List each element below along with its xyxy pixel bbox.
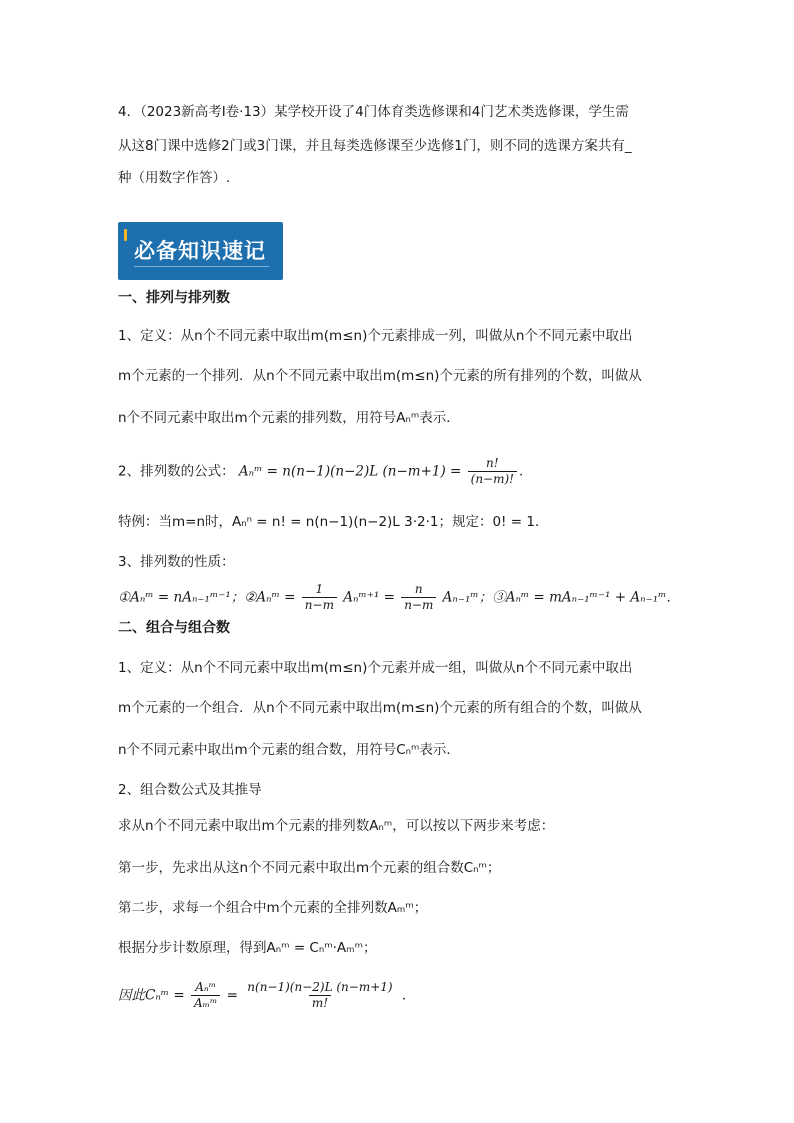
s2-step-1: 第一步，先求出从这n个不同元素中取出m个元素的组合数Cₙᵐ； [118, 860, 501, 876]
section1-heading: 一、排列与排列数 [118, 290, 230, 306]
special-case: 特例：当m=n时，Aₙⁿ = n! = n(n−1)(n−2)L 3·2·1；规定：0! = 1． [118, 514, 549, 530]
banner-accent-mark [124, 229, 127, 241]
property-2-mid: Aₙᵐ⁺¹ = [343, 589, 395, 606]
combination-fraction-1-den: Aₘᵐ [191, 995, 220, 1011]
section-banner [118, 222, 283, 280]
property-fraction-2-den: n−m [401, 597, 436, 613]
formula-label: 2、排列数的公式： [118, 463, 235, 480]
s2-def-line-1: 1、定义：从n个不同元素中取出m(m≤n)个元素并成一组，叫做从n个不同元素中取出 [118, 660, 633, 676]
property-fraction-1-num: 1 [315, 582, 324, 596]
property-fraction-2 [401, 582, 436, 613]
property-3: Aₙ₋₁ᵐ；③Aₙᵐ = mAₙ₋₁ᵐ⁻¹ + Aₙ₋₁ᵐ． [442, 589, 680, 606]
property-1: ①Aₙᵐ = nAₙ₋₁ᵐ⁻¹；②Aₙᵐ = [118, 589, 296, 606]
formula-end: ． [401, 987, 416, 1004]
combination-fraction-1-num: Aₙᵐ [195, 980, 217, 994]
combination-fraction-1 [191, 980, 220, 1011]
s2-principle: 根据分步计数原理，得到Aₙᵐ = Cₙᵐ·Aₘᵐ； [118, 940, 377, 956]
formula-denominator: (n−m)! [468, 471, 517, 487]
banner-underline [134, 266, 269, 267]
s2-def-line-2: m个元素的一个组合．从n个不同元素中取出m(m≤n)个元素的所有组合的个数，叫做从 [118, 700, 642, 716]
s2-def-line-3: n个不同元素中取出m个元素的组合数，用符号Cₙᵐ表示． [118, 742, 460, 758]
formula-numerator: n! [486, 456, 499, 470]
s2-subheading: 2、组合数公式及其推导 [118, 782, 262, 798]
therefore-text: 因此Cₙᵐ = [118, 987, 185, 1004]
formula-body: Aₙᵐ = n(n−1)(n−2)L (n−m+1) = [238, 463, 462, 480]
equals-sign: = [226, 987, 238, 1004]
property-fraction-1-den: n−m [302, 597, 337, 613]
banner-title: 必备知识速记 [134, 239, 266, 263]
property-fraction-1 [302, 582, 337, 613]
permutation-formula: 2、排列数的公式： Aₙᵐ = n(n−1)(n−2)L (n−m+1) = $\frac{n!}{(n-m)!}$ . [118, 456, 524, 486]
s2-step-2: 第二步，求每一个组合中m个元素的全排列数Aₘᵐ； [118, 900, 428, 916]
combination-formula [118, 980, 415, 1011]
combination-fraction-2-num: n(n−1)(n−2)L (n−m+1) [247, 980, 393, 994]
problem-line-3: 种（用数字作答）. [118, 170, 231, 186]
section2-heading: 二、组合与组合数 [118, 620, 230, 636]
formula-fraction [468, 456, 517, 487]
property-fraction-2-num: n [414, 582, 423, 596]
s1-def-line-3: n个不同元素中取出m个元素的排列数，用符号Aₙᵐ表示． [118, 410, 460, 426]
properties-title: 3、排列数的性质： [118, 554, 235, 570]
problem-line-1: 4．（2023新高考Ⅰ卷·13）某学校开设了4门体育类选修课和4门艺术类选修课，学生需 [118, 104, 629, 120]
problem-line-2: 从这8门课中选修2门或3门课，并且每类选修课至少选修1门，则不同的选课方案共有_ [118, 138, 632, 154]
permutation-properties [118, 582, 680, 613]
s2-intro: 求从n个不同元素中取出m个元素的排列数Aₙᵐ，可以按以下两步来考虑： [118, 818, 555, 834]
combination-fraction-2 [244, 980, 395, 1011]
combination-fraction-2-den: m! [309, 995, 331, 1011]
s1-def-line-2: m个元素的一个排列．从n个不同元素中取出m(m≤n)个元素的所有排列的个数，叫做从 [118, 368, 642, 384]
s1-def-line-1: 1、定义：从n个不同元素中取出m(m≤n)个元素排成一列，叫做从n个不同元素中取出 [118, 328, 633, 344]
